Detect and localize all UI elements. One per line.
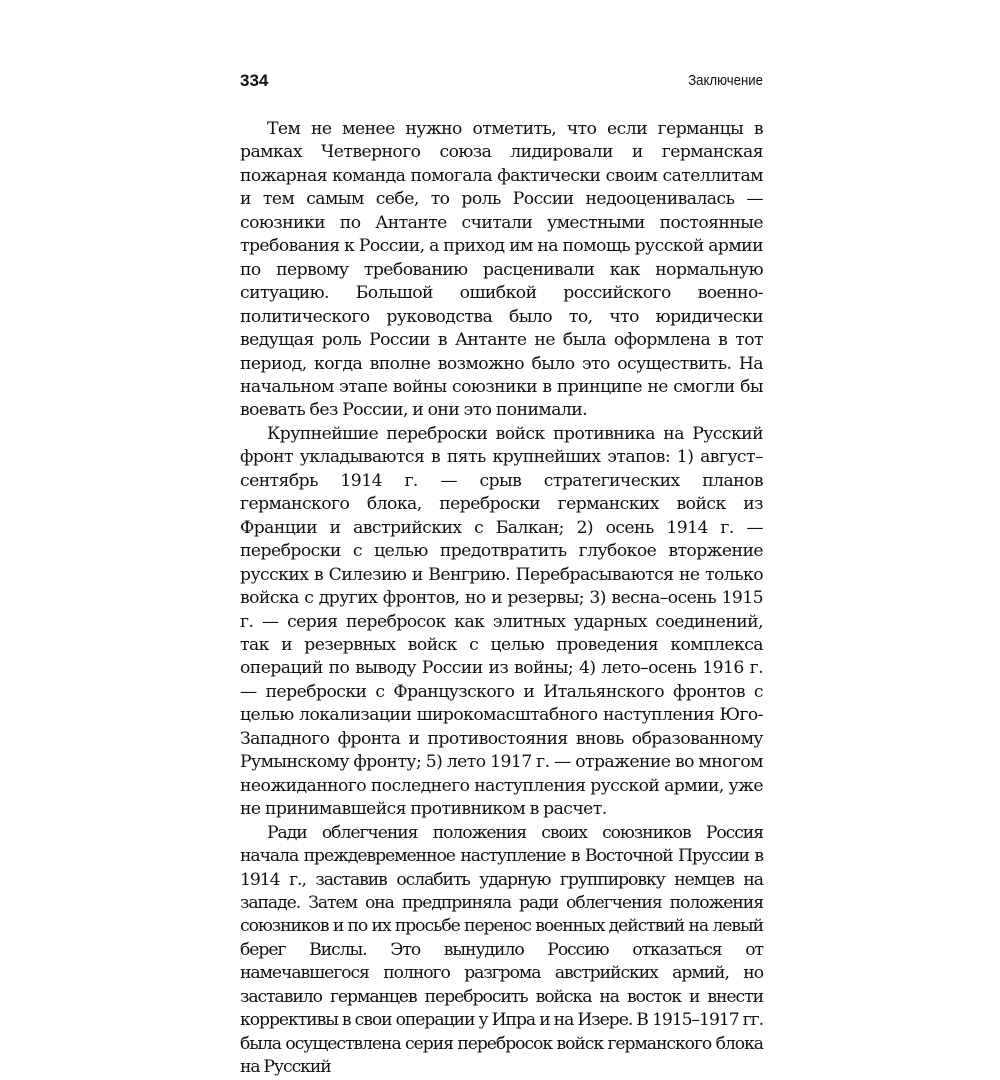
paragraph-3: Ради облегчения положения своих союзников Россия начала преждевременное наступление в Восточной Пруссии в 1914 г., заставив ослабить ударную группировку немцев на западе. Затем она предприняла ради облегчения положения союзников и по их просьбе перенос военных действий на левый берег Вислы. Это вынудило Россию отказаться от намечавшегося полного разгрома австрийских армий, но заставило германцев перебросить войска на восток и внести коррективы в свои операции у Ипра и на Изере. В 1915–1917 гг. была осуществлена серия перебросок войск германского блока на Русский [240, 822, 763, 1078]
section-title: Заключение [688, 72, 763, 89]
page-number: 334 [240, 71, 269, 90]
running-head [240, 68, 763, 94]
body-text [240, 118, 763, 1080]
paragraph-1: Тем не менее нужно отметить, что если германцы в рамках Четверного союза лидировали и германская пожарная команда помогала фактически своим сателлитам и тем самым себе, то роль России недооценивалась — союзники по Антанте считали уместными постоянные требования к России, а приход им на помощь русской армии по первому требованию расценивали как нормальную ситуацию. Большой ошибкой российского военно-политического руководства было то, что юридически ведущая роль России в Антанте не была оформлена в тот период, когда вполне возможно было это осуществить. На начальном этапе войны союзники в принципе не смогли бы воевать без России, и они это понимали. [240, 119, 763, 421]
paragraph-2: Крупнейшие переброски войск противника на Русский фронт укладываются в пять крупнейших этапов: 1) август–сентябрь 1914 г. — срыв стратегических планов германского блока, переброски германских войск из Франции и австрийских с Балкан; 2) осень 1914 г. — переброски с целью предотвратить глубокое вторжение русских в Силезию и Венгрию. Перебрасываются не только войска с других фронтов, но и резервы; 3) весна–осень 1915 г. — серия перебросок как элитных ударных соединений, так и резервных войск с целью проведения комплекса операций по выводу России из войны; 4) лето–осень 1916 г. — переброски с Французского и Итальянского фронтов с целью локализации широкомасштабного наступления Юго-Западного фронта и противостояния вновь образованному Румынскому фронту; 5) лето 1917 г. — отражение во многом неожиданного последнего наступления русской армии, уже не принимавшейся противником в расчет. [240, 423, 763, 820]
